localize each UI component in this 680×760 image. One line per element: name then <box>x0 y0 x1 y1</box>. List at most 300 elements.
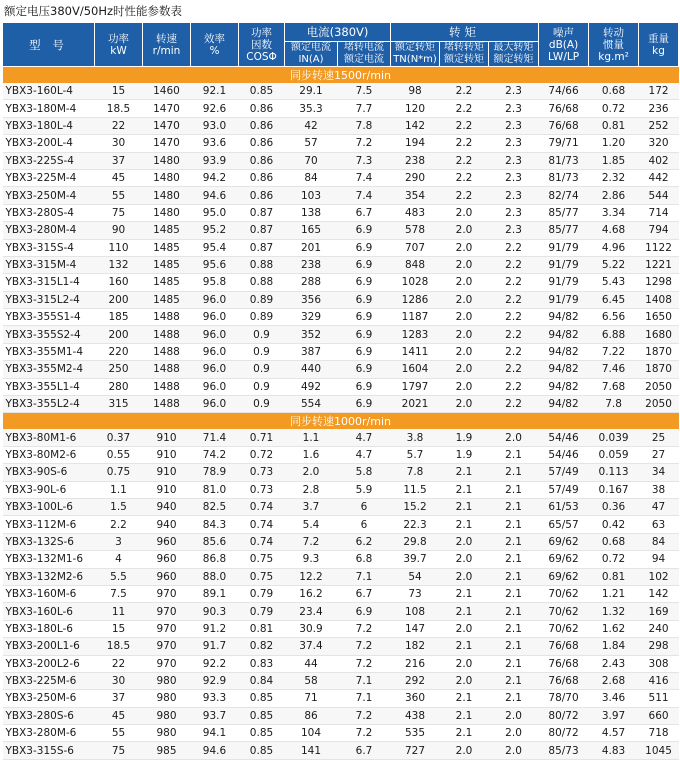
cell-speed: 980 <box>143 672 191 689</box>
cell-rated-torque: 848 <box>391 256 440 273</box>
cell-max-torque-ratio: 2.3 <box>489 100 539 117</box>
cell-max-torque-ratio: 2.2 <box>489 256 539 273</box>
table-row <box>3 256 679 273</box>
cell-noise: 80/72 <box>539 707 589 724</box>
cell-rated-current: 44 <box>285 655 338 672</box>
cell-rated-torque: 194 <box>391 135 440 152</box>
cell-inertia: 6.56 <box>589 309 639 326</box>
cell-rated-torque: 238 <box>391 152 440 169</box>
cell-inertia: 5.22 <box>589 256 639 273</box>
cell-rated-torque: 1028 <box>391 274 440 291</box>
cell-locked-current-ratio: 7.7 <box>338 100 391 117</box>
cell-efficiency: 91.7 <box>191 638 239 655</box>
cell-speed: 1488 <box>143 343 191 360</box>
cell-weight: 442 <box>639 169 679 186</box>
cell-inertia: 2.86 <box>589 187 639 204</box>
cell-noise: 69/62 <box>539 568 589 585</box>
cell-inertia: 0.167 <box>589 481 639 498</box>
cell-speed: 1488 <box>143 326 191 343</box>
cell-locked-torque-ratio: 2.0 <box>440 396 489 413</box>
cell-power-factor: 0.75 <box>239 568 285 585</box>
cell-inertia: 0.059 <box>589 446 639 463</box>
cell-power-factor: 0.87 <box>239 222 285 239</box>
table-row <box>3 83 679 100</box>
cell-locked-current-ratio: 6 <box>338 516 391 533</box>
cell-inertia: 1.20 <box>589 135 639 152</box>
cell-max-torque-ratio: 2.2 <box>489 361 539 378</box>
cell-rated-current: 58 <box>285 672 338 689</box>
cell-weight: 1650 <box>639 309 679 326</box>
cell-locked-torque-ratio: 2.0 <box>440 655 489 672</box>
cell-max-torque-ratio: 2.0 <box>489 429 539 446</box>
cell-max-torque-ratio: 2.1 <box>489 481 539 498</box>
cell-noise: 82/74 <box>539 187 589 204</box>
cell-locked-current-ratio: 7.1 <box>338 672 391 689</box>
cell-model: YBX3-200L-4 <box>3 135 95 152</box>
cell-noise: 57/49 <box>539 464 589 481</box>
cell-noise: 81/73 <box>539 169 589 186</box>
cell-power-factor: 0.85 <box>239 707 285 724</box>
cell-efficiency: 92.6 <box>191 100 239 117</box>
cell-efficiency: 93.9 <box>191 152 239 169</box>
cell-locked-torque-ratio: 2.0 <box>440 620 489 637</box>
cell-power: 4 <box>95 551 143 568</box>
cell-locked-current-ratio: 5.8 <box>338 464 391 481</box>
cell-rated-torque: 98 <box>391 83 440 100</box>
cell-power-factor: 0.87 <box>239 204 285 221</box>
cell-max-torque-ratio: 2.2 <box>489 343 539 360</box>
cell-max-torque-ratio: 2.3 <box>489 83 539 100</box>
cell-locked-current-ratio: 7.5 <box>338 83 391 100</box>
cell-power-factor: 0.84 <box>239 672 285 689</box>
cell-weight: 102 <box>639 568 679 585</box>
cell-rated-current: 2.0 <box>285 464 338 481</box>
cell-rated-torque: 142 <box>391 117 440 134</box>
cell-weight: 236 <box>639 100 679 117</box>
table-row <box>3 498 679 515</box>
cell-weight: 1298 <box>639 274 679 291</box>
cell-inertia: 3.34 <box>589 204 639 221</box>
cell-inertia: 0.42 <box>589 516 639 533</box>
cell-rated-torque: 108 <box>391 603 440 620</box>
cell-efficiency: 94.6 <box>191 742 239 759</box>
cell-inertia: 0.81 <box>589 117 639 134</box>
cell-speed: 980 <box>143 725 191 742</box>
cell-model: YBX3-132M2-6 <box>3 568 95 585</box>
cell-locked-torque-ratio: 1.9 <box>440 446 489 463</box>
cell-power: 185 <box>95 309 143 326</box>
cell-locked-current-ratio: 7.4 <box>338 187 391 204</box>
cell-power-factor: 0.85 <box>239 742 285 759</box>
cell-power-factor: 0.75 <box>239 551 285 568</box>
cell-weight: 416 <box>639 672 679 689</box>
cell-noise: 76/68 <box>539 672 589 689</box>
cell-rated-current: 9.3 <box>285 551 338 568</box>
cell-weight: 1408 <box>639 291 679 308</box>
cell-locked-current-ratio: 6.9 <box>338 222 391 239</box>
cell-locked-torque-ratio: 2.0 <box>440 378 489 395</box>
cell-rated-current: 103 <box>285 187 338 204</box>
cell-noise: 85/73 <box>539 742 589 759</box>
cell-model: YBX3-355S2-4 <box>3 326 95 343</box>
cell-locked-torque-ratio: 2.2 <box>440 152 489 169</box>
table-row <box>3 222 679 239</box>
cell-inertia: 7.8 <box>589 396 639 413</box>
cell-power-factor: 0.88 <box>239 274 285 291</box>
table-row <box>3 603 679 620</box>
cell-speed: 985 <box>143 742 191 759</box>
cell-locked-torque-ratio: 2.0 <box>440 274 489 291</box>
cell-power: 0.37 <box>95 429 143 446</box>
cell-power: 0.75 <box>95 464 143 481</box>
cell-inertia: 0.72 <box>589 100 639 117</box>
cell-power: 280 <box>95 378 143 395</box>
cell-locked-current-ratio: 6.9 <box>338 396 391 413</box>
cell-efficiency: 89.1 <box>191 585 239 602</box>
cell-weight: 298 <box>639 638 679 655</box>
cell-max-torque-ratio: 2.3 <box>489 152 539 169</box>
cell-noise: 94/82 <box>539 378 589 395</box>
cell-inertia: 2.32 <box>589 169 639 186</box>
cell-noise: 76/68 <box>539 100 589 117</box>
cell-power: 110 <box>95 239 143 256</box>
cell-power: 90 <box>95 222 143 239</box>
cell-efficiency: 86.8 <box>191 551 239 568</box>
cell-efficiency: 96.0 <box>191 396 239 413</box>
cell-locked-torque-ratio: 2.0 <box>440 568 489 585</box>
cell-max-torque-ratio: 2.1 <box>489 446 539 463</box>
cell-rated-current: 16.2 <box>285 585 338 602</box>
cell-efficiency: 93.0 <box>191 117 239 134</box>
table-row <box>3 481 679 498</box>
cell-noise: 94/82 <box>539 309 589 326</box>
cell-noise: 70/62 <box>539 585 589 602</box>
table-row <box>3 707 679 724</box>
cell-max-torque-ratio: 2.0 <box>489 742 539 759</box>
cell-power-factor: 0.85 <box>239 83 285 100</box>
cell-efficiency: 96.0 <box>191 291 239 308</box>
cell-power-factor: 0.82 <box>239 638 285 655</box>
cell-power: 15 <box>95 620 143 637</box>
cell-rated-current: 104 <box>285 725 338 742</box>
header-locked-current: 堵转电流 额定电流 <box>338 42 391 67</box>
cell-locked-current-ratio: 6.7 <box>338 585 391 602</box>
cell-rated-current: 329 <box>285 309 338 326</box>
cell-inertia: 0.36 <box>589 498 639 515</box>
section-header <box>3 413 679 430</box>
cell-efficiency: 95.0 <box>191 204 239 221</box>
cell-speed: 910 <box>143 481 191 498</box>
cell-speed: 1485 <box>143 239 191 256</box>
cell-locked-torque-ratio: 2.0 <box>440 672 489 689</box>
cell-model: YBX3-315L1-4 <box>3 274 95 291</box>
table-row <box>3 326 679 343</box>
cell-rated-current: 5.4 <box>285 516 338 533</box>
cell-model: YBX3-160L-4 <box>3 83 95 100</box>
cell-rated-current: 387 <box>285 343 338 360</box>
cell-speed: 980 <box>143 707 191 724</box>
cell-model: YBX3-225S-4 <box>3 152 95 169</box>
cell-efficiency: 82.5 <box>191 498 239 515</box>
cell-speed: 970 <box>143 638 191 655</box>
cell-model: YBX3-112M-6 <box>3 516 95 533</box>
table-row <box>3 620 679 637</box>
cell-max-torque-ratio: 2.1 <box>489 498 539 515</box>
cell-rated-torque: 54 <box>391 568 440 585</box>
cell-power-factor: 0.86 <box>239 135 285 152</box>
cell-noise: 94/82 <box>539 361 589 378</box>
cell-locked-current-ratio: 7.8 <box>338 117 391 134</box>
cell-locked-torque-ratio: 2.0 <box>440 309 489 326</box>
table-row <box>3 446 679 463</box>
cell-rated-torque: 354 <box>391 187 440 204</box>
cell-rated-current: 238 <box>285 256 338 273</box>
cell-max-torque-ratio: 2.0 <box>489 725 539 742</box>
cell-noise: 91/79 <box>539 256 589 273</box>
cell-locked-torque-ratio: 2.0 <box>440 361 489 378</box>
cell-rated-current: 3.7 <box>285 498 338 515</box>
cell-power: 7.5 <box>95 585 143 602</box>
cell-inertia: 1.32 <box>589 603 639 620</box>
cell-max-torque-ratio: 2.1 <box>489 690 539 707</box>
cell-efficiency: 91.2 <box>191 620 239 637</box>
cell-noise: 70/62 <box>539 620 589 637</box>
cell-efficiency: 93.3 <box>191 690 239 707</box>
cell-efficiency: 90.3 <box>191 603 239 620</box>
cell-speed: 1470 <box>143 100 191 117</box>
cell-locked-torque-ratio: 1.9 <box>440 429 489 446</box>
cell-locked-torque-ratio: 2.1 <box>440 725 489 742</box>
cell-model: YBX3-280S-4 <box>3 204 95 221</box>
table-row <box>3 152 679 169</box>
cell-model: YBX3-280M-4 <box>3 222 95 239</box>
cell-max-torque-ratio: 2.0 <box>489 707 539 724</box>
table-row <box>3 169 679 186</box>
cell-locked-current-ratio: 7.2 <box>338 707 391 724</box>
cell-locked-torque-ratio: 2.1 <box>440 516 489 533</box>
cell-noise: 80/72 <box>539 725 589 742</box>
cell-rated-torque: 290 <box>391 169 440 186</box>
table-row <box>3 274 679 291</box>
cell-model: YBX3-355L2-4 <box>3 396 95 413</box>
cell-weight: 1122 <box>639 239 679 256</box>
cell-inertia: 1.84 <box>589 638 639 655</box>
table-row <box>3 551 679 568</box>
cell-model: YBX3-80M1-6 <box>3 429 95 446</box>
cell-locked-torque-ratio: 2.2 <box>440 135 489 152</box>
table-row <box>3 100 679 117</box>
cell-rated-current: 35.3 <box>285 100 338 117</box>
cell-inertia: 7.68 <box>589 378 639 395</box>
table-row <box>3 533 679 550</box>
header-max-torque: 最大转矩 额定转矩 <box>489 42 539 67</box>
cell-efficiency: 71.4 <box>191 429 239 446</box>
cell-speed: 910 <box>143 446 191 463</box>
cell-weight: 544 <box>639 187 679 204</box>
cell-model: YBX3-315M-4 <box>3 256 95 273</box>
cell-weight: 402 <box>639 152 679 169</box>
cell-speed: 1488 <box>143 396 191 413</box>
cell-max-torque-ratio: 2.1 <box>489 638 539 655</box>
cell-speed: 910 <box>143 429 191 446</box>
cell-weight: 2050 <box>639 378 679 395</box>
cell-power-factor: 0.79 <box>239 585 285 602</box>
cell-noise: 91/79 <box>539 291 589 308</box>
cell-speed: 1488 <box>143 361 191 378</box>
cell-max-torque-ratio: 2.2 <box>489 274 539 291</box>
cell-speed: 1485 <box>143 274 191 291</box>
cell-max-torque-ratio: 2.2 <box>489 291 539 308</box>
cell-inertia: 7.22 <box>589 343 639 360</box>
cell-locked-current-ratio: 6.9 <box>338 603 391 620</box>
table-row <box>3 187 679 204</box>
table-row <box>3 378 679 395</box>
cell-rated-current: 86 <box>285 707 338 724</box>
cell-locked-torque-ratio: 2.1 <box>440 690 489 707</box>
table-row <box>3 343 679 360</box>
cell-locked-current-ratio: 6.9 <box>338 378 391 395</box>
cell-rated-torque: 1604 <box>391 361 440 378</box>
cell-max-torque-ratio: 2.2 <box>489 378 539 395</box>
cell-locked-current-ratio: 7.4 <box>338 169 391 186</box>
cell-efficiency: 94.6 <box>191 187 239 204</box>
cell-power-factor: 0.79 <box>239 603 285 620</box>
cell-efficiency: 92.9 <box>191 672 239 689</box>
cell-efficiency: 78.9 <box>191 464 239 481</box>
cell-efficiency: 88.0 <box>191 568 239 585</box>
cell-inertia: 4.68 <box>589 222 639 239</box>
cell-locked-current-ratio: 6.9 <box>338 239 391 256</box>
cell-power-factor: 0.9 <box>239 378 285 395</box>
cell-inertia: 0.039 <box>589 429 639 446</box>
cell-rated-torque: 15.2 <box>391 498 440 515</box>
cell-rated-current: 23.4 <box>285 603 338 620</box>
cell-weight: 2050 <box>639 396 679 413</box>
cell-locked-torque-ratio: 2.2 <box>440 187 489 204</box>
cell-inertia: 4.83 <box>589 742 639 759</box>
cell-efficiency: 95.4 <box>191 239 239 256</box>
cell-locked-torque-ratio: 2.2 <box>440 83 489 100</box>
cell-locked-torque-ratio: 2.0 <box>440 291 489 308</box>
cell-max-torque-ratio: 2.1 <box>489 533 539 550</box>
cell-power: 30 <box>95 135 143 152</box>
cell-locked-current-ratio: 6.9 <box>338 291 391 308</box>
cell-efficiency: 94.1 <box>191 725 239 742</box>
table-row <box>3 585 679 602</box>
cell-locked-current-ratio: 7.2 <box>338 638 391 655</box>
cell-power: 37 <box>95 152 143 169</box>
cell-rated-current: 288 <box>285 274 338 291</box>
cell-locked-current-ratio: 7.2 <box>338 135 391 152</box>
cell-locked-current-ratio: 6.2 <box>338 533 391 550</box>
cell-rated-torque: 1797 <box>391 378 440 395</box>
cell-rated-current: 84 <box>285 169 338 186</box>
cell-weight: 1870 <box>639 343 679 360</box>
table-row <box>3 135 679 152</box>
cell-speed: 1480 <box>143 169 191 186</box>
cell-weight: 718 <box>639 725 679 742</box>
cell-power-factor: 0.74 <box>239 516 285 533</box>
cell-locked-current-ratio: 4.7 <box>338 446 391 463</box>
cell-rated-torque: 39.7 <box>391 551 440 568</box>
header-rated-torque: 额定转矩 TN(N*m) <box>391 42 440 67</box>
cell-noise: 57/49 <box>539 481 589 498</box>
cell-locked-current-ratio: 6.7 <box>338 204 391 221</box>
cell-noise: 76/68 <box>539 117 589 134</box>
cell-locked-torque-ratio: 2.0 <box>440 222 489 239</box>
cell-speed: 970 <box>143 585 191 602</box>
cell-speed: 940 <box>143 516 191 533</box>
cell-rated-current: 57 <box>285 135 338 152</box>
cell-model: YBX3-315L2-4 <box>3 291 95 308</box>
cell-efficiency: 74.2 <box>191 446 239 463</box>
cell-noise: 54/46 <box>539 429 589 446</box>
cell-rated-current: 1.6 <box>285 446 338 463</box>
cell-locked-torque-ratio: 2.0 <box>440 551 489 568</box>
cell-model: YBX3-180L-6 <box>3 620 95 637</box>
cell-max-torque-ratio: 2.1 <box>489 516 539 533</box>
cell-power-factor: 0.9 <box>239 326 285 343</box>
cell-model: YBX3-355M2-4 <box>3 361 95 378</box>
cell-power-factor: 0.86 <box>239 152 285 169</box>
cell-max-torque-ratio: 2.2 <box>489 326 539 343</box>
cell-power: 18.5 <box>95 100 143 117</box>
cell-noise: 85/77 <box>539 204 589 221</box>
cell-power-factor: 0.9 <box>239 343 285 360</box>
cell-efficiency: 92.2 <box>191 655 239 672</box>
cell-inertia: 1.62 <box>589 620 639 637</box>
header-rated-current: 额定电流 IN(A) <box>285 42 338 67</box>
cell-rated-torque: 535 <box>391 725 440 742</box>
cell-speed: 940 <box>143 498 191 515</box>
cell-rated-torque: 438 <box>391 707 440 724</box>
cell-speed: 1480 <box>143 204 191 221</box>
cell-efficiency: 94.2 <box>191 169 239 186</box>
cell-power-factor: 0.71 <box>239 429 285 446</box>
cell-locked-current-ratio: 6.9 <box>338 326 391 343</box>
cell-power: 22 <box>95 655 143 672</box>
cell-rated-current: 70 <box>285 152 338 169</box>
cell-rated-current: 138 <box>285 204 338 221</box>
cell-noise: 91/79 <box>539 274 589 291</box>
cell-model: YBX3-315S-6 <box>3 742 95 759</box>
cell-locked-torque-ratio: 2.2 <box>440 100 489 117</box>
cell-noise: 54/46 <box>539 446 589 463</box>
cell-locked-torque-ratio: 2.0 <box>440 204 489 221</box>
cell-locked-torque-ratio: 2.1 <box>440 707 489 724</box>
cell-model: YBX3-90L-6 <box>3 481 95 498</box>
cell-model: YBX3-200L1-6 <box>3 638 95 655</box>
cell-rated-torque: 292 <box>391 672 440 689</box>
cell-efficiency: 95.2 <box>191 222 239 239</box>
header-power: 功率 kW <box>95 23 143 67</box>
header-model: 型 号 <box>3 23 95 67</box>
cell-rated-current: 2.8 <box>285 481 338 498</box>
cell-rated-current: 7.2 <box>285 533 338 550</box>
table-row <box>3 655 679 672</box>
cell-max-torque-ratio: 2.1 <box>489 585 539 602</box>
cell-rated-torque: 483 <box>391 204 440 221</box>
cell-noise: 76/68 <box>539 638 589 655</box>
cell-rated-torque: 73 <box>391 585 440 602</box>
cell-max-torque-ratio: 2.3 <box>489 204 539 221</box>
cell-inertia: 0.81 <box>589 568 639 585</box>
cell-weight: 511 <box>639 690 679 707</box>
cell-rated-torque: 11.5 <box>391 481 440 498</box>
cell-rated-current: 554 <box>285 396 338 413</box>
header-power-factor: 功率 因数 COSΦ <box>239 23 285 67</box>
cell-locked-current-ratio: 7.1 <box>338 568 391 585</box>
